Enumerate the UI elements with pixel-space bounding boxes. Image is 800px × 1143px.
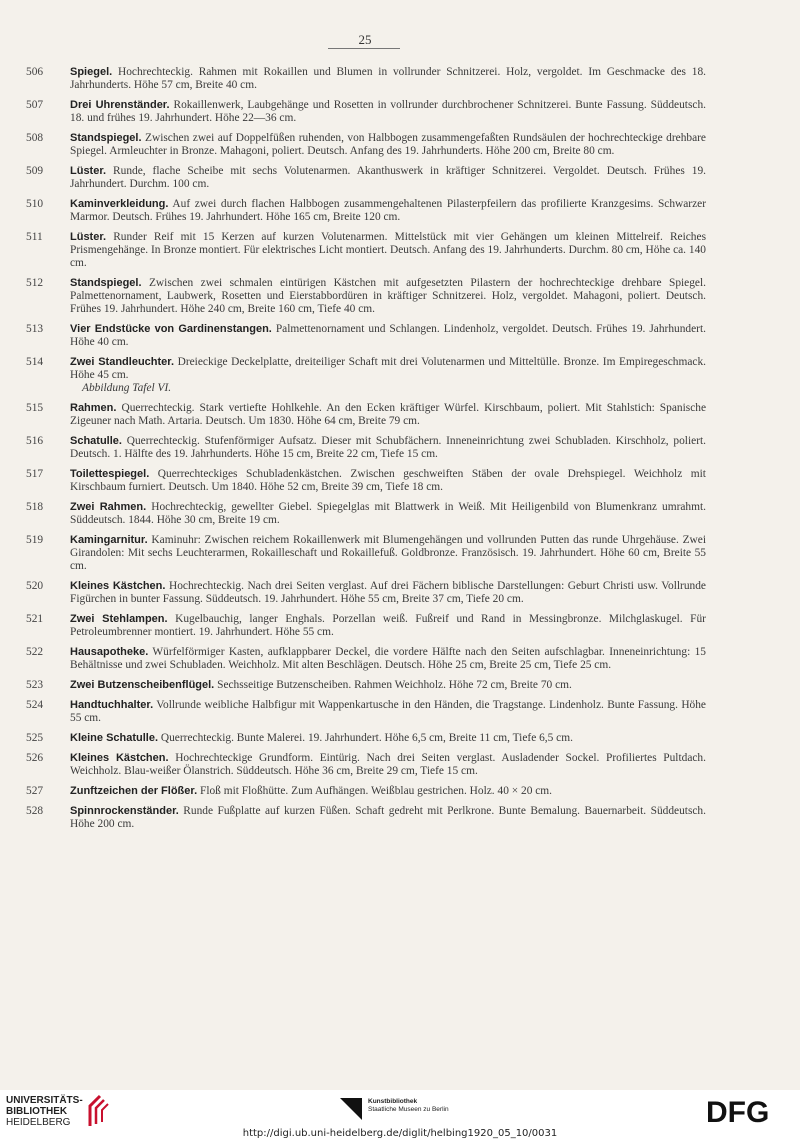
entry-description: Hochrechteckige Grundform. Eintürig. Nach drei Seiten verglast. Ausladender Sockel. Profiliertes Pultdach. Weichholz. Blau-weißer Ölanstrich. Süddeutsch. Höhe 36 cm, Breite 29 cm, Tiefe 15 cm.: [70, 752, 706, 777]
entry-description: Zwischen zwei auf Doppelfüßen ruhenden, von Halbbogen zusammengefaßten Rundsäulen der hochrechteckige drehbare Spiegel. Armleuchter in Bronze. Mahagoni, poliert. Deutsch. Anfang des 19. Jahrhunderts. Höhe 200 cm, Breite 80 cm.: [70, 132, 706, 157]
entry-description: Runde Fußplatte auf kurzen Füßen. Schaft gedreht mit Perlkrone. Bunte Bemalung. Bauernarbeit. Süddeutsch. Höhe 200 cm.: [70, 805, 706, 830]
source-url[interactable]: http://digi.ub.uni-heidelberg.de/diglit/helbing1920_05_10/0031: [242, 1128, 558, 1139]
entry-title: Rahmen.: [70, 402, 117, 414]
entry-title: Kleines Kästchen.: [70, 580, 166, 592]
entry-number: 510: [26, 198, 44, 210]
entry-number: 523: [26, 679, 44, 691]
entry-body: [70, 277, 706, 316]
entry-body: [70, 66, 706, 92]
entry-description: Querrechteckiges Schubladenkästchen. Zwischen geschweiften Stäben der ovale Drehspiegel. Weichholz mit Kirschbaum furniert. Deutsch. Um 1840. Höhe 52 cm, Breite 39 cm, Tiefe 18 cm.: [70, 468, 706, 493]
entry-body: [70, 99, 706, 125]
catalog-entry: [26, 277, 706, 316]
catalog-entry: [26, 805, 706, 831]
entry-number: 508: [26, 132, 44, 144]
ub-logo-line2: BIBLIOTHEK: [6, 1105, 68, 1117]
entry-description: Querrechteckig. Stufenförmiger Aufsatz. Dieser mit Schubfächern. Inneneinrichtung zwei Schubladen. Kirschholz, poliert. Deutsch. 1. Hälfte des 19. Jahrhunderts. Höhe 15 cm, Breite 22 cm, Tiefe 15 cm.: [70, 435, 706, 460]
entry-body: [70, 613, 706, 639]
catalog-entry: [26, 501, 706, 527]
entry-title: Kleines Kästchen.: [70, 752, 169, 764]
catalog-entry: [26, 699, 706, 725]
entry-title: Handtuchhalter.: [70, 699, 154, 711]
ub-logo-line1: UNIVERSITÄTS-: [6, 1094, 83, 1106]
entry-description: Vollrunde weibliche Halbfigur mit Wappenkartusche in den Händen, die Tragstange. Lindenholz. Bunte Fassung. Höhe 55 cm.: [70, 699, 706, 724]
dfg-logo[interactable]: [706, 1096, 790, 1126]
kunstbibliothek-emblem-icon: [340, 1098, 362, 1120]
entry-title: Vier Endstücke von Gardinenstangen.: [70, 323, 272, 335]
entry-description: Runde, flache Scheibe mit sechs Volutenarmen. Akanthuswerk in kräftiger Schnitzerei. Vergoldet. Deutsch. Frühes 19. Jahrhundert. Durchm. 100 cm.: [70, 165, 706, 190]
catalog-entry: [26, 679, 706, 692]
entry-number: 528: [26, 805, 44, 817]
entry-body: [70, 752, 706, 778]
entry-description: Rokaillenwerk, Laubgehänge und Rosetten in vollrunder durchbrochener Schnitzerei. Bunte Fassung. Süddeutsch. 18. und frühes 19. Jahrhundert. Höhe 22—36 cm.: [70, 99, 706, 124]
catalog-entry: [26, 198, 706, 224]
entry-description: Auf zwei durch flachen Halbbogen zusammengehaltenen Pilasterpfeilern das profilierte Kranzgesims. Schwarzer Marmor. Deutsch. Frühes 19. Jahrhundert. Höhe 165 cm, Breite 120 cm.: [70, 198, 707, 223]
entry-title: Spiegel.: [70, 66, 113, 78]
catalog-entry: [26, 732, 706, 745]
entry-body: [70, 468, 706, 494]
catalog-entry: [26, 580, 706, 606]
entry-title: Toilettespiegel.: [70, 468, 150, 480]
kunstbibliothek-logo[interactable]: [340, 1098, 449, 1120]
entry-title: Lüster.: [70, 165, 107, 177]
entry-number: 516: [26, 435, 44, 447]
entry-title: Drei Uhrenständer.: [70, 99, 170, 111]
entry-number: 506: [26, 66, 44, 78]
entry-description: Hochrechteckig. Rahmen mit Rokaillen und Blumen in vollrunder Schnitzerei. Holz, vergoldet. Im Geschmacke des 18. Jahrhunderts. Höhe 57 cm, Breite 40 cm.: [70, 66, 706, 91]
footer: [0, 1090, 800, 1143]
entry-number: 513: [26, 323, 44, 335]
kb-logo-line1: Kunstbibliothek: [368, 1098, 418, 1105]
entry-body: [70, 402, 706, 428]
catalog-entry: [26, 402, 706, 428]
catalog-entry: [26, 613, 706, 639]
ub-emblem-icon: [80, 1094, 114, 1128]
entry-number: 526: [26, 752, 44, 764]
entry-description: Zwischen zwei schmalen eintürigen Kästchen mit aufgesetzten Pilastern der hochrechteckige drehbare Spiegel. Palmettenornament, Laubwerk, Rosetten und Eierstabbordüren in kräftiger Schnitzerei. Holz, vergoldet. Mahagoni, poliert. Deutsch. Frühes 19. Jahrhundert. Höhe 240 cm, Breite 160 cm, Tiefe 40 cm.: [70, 277, 706, 315]
ub-logo-line3: HEIDELBERG: [6, 1116, 71, 1128]
entry-description: Sechsseitige Butzenscheiben. Rahmen Weichholz. Höhe 72 cm, Breite 70 cm.: [217, 679, 572, 691]
entry-description: Kugelbauchig, langer Enghals. Porzellan weiß. Fußreif und Rand in Messingbronze. Milchglaskugel. Für Petroleumbrenner montiert. 19. Jahrhundert. Höhe 55 cm.: [70, 613, 706, 638]
entry-body: [70, 501, 706, 527]
entry-number: 525: [26, 732, 44, 744]
catalog-entry: [26, 165, 706, 191]
catalog-entry: [26, 468, 706, 494]
kb-logo-line2: Staatliche Museen zu Berlin: [368, 1106, 449, 1113]
kunstbibliothek-text: [368, 1098, 449, 1114]
entry-body: [70, 132, 706, 158]
catalog-entry: [26, 323, 706, 349]
entry-description: Dreieckige Deckelplatte, dreiteiliger Schaft mit drei Volutenarmen und Mitteltülle. Bronze. Im Empiregeschmack. Höhe 45 cm.: [70, 356, 707, 381]
entry-body: [70, 323, 706, 349]
catalog-entry: [26, 99, 706, 125]
entry-body: [70, 805, 706, 831]
entry-body: [70, 165, 706, 191]
entry-title: Zwei Butzenscheibenflügel.: [70, 679, 215, 691]
entry-body: [70, 198, 706, 224]
entry-note: Abbildung Tafel VI.: [82, 382, 172, 394]
entry-title: Kaminverkleidung.: [70, 198, 169, 210]
entry-number: 522: [26, 646, 44, 658]
entry-description: Hochrechteckig, gewellter Giebel. Spiegelglas mit Blattwerk in Weiß. Mit Heiligenbild von Blumenkranz umrahmt. Süddeutsch. 1844. Höhe 30 cm, Breite 19 cm.: [70, 501, 706, 526]
page-number: 25: [358, 32, 372, 47]
entry-title: Spinnrockenständer.: [70, 805, 179, 817]
entry-body: [70, 679, 706, 692]
entry-number: 509: [26, 165, 44, 177]
entry-title: Zunftzeichen der Flößer.: [70, 785, 198, 797]
entry-number: 520: [26, 580, 44, 592]
entry-body: [70, 356, 706, 395]
entry-number: 512: [26, 277, 44, 289]
entry-number: 507: [26, 99, 44, 111]
entry-number: 521: [26, 613, 44, 625]
entry-body: [70, 435, 706, 461]
entry-number: 519: [26, 534, 44, 546]
entry-title: Kamingarnitur.: [70, 534, 148, 546]
entry-number: 524: [26, 699, 44, 711]
entry-description: Palmettenornament und Schlangen. Lindenholz, vergoldet. Deutsch. Frühes 19. Jahrhundert. Höhe 40 cm.: [70, 323, 706, 348]
entry-description: Hochrechteckig. Nach drei Seiten verglast. Auf drei Fächern biblische Darstellungen: Geburt Christi usw. Vollrunde Figürchen in bunter Fassung. Süddeutsch. 19. Jahrhundert. Höhe 55 cm, Breite 37 cm, Tiefe 20 cm.: [70, 580, 706, 605]
entry-title: Lüster.: [70, 231, 107, 243]
page-number-rule: [328, 48, 400, 49]
entry-title: Standspiegel.: [70, 132, 142, 144]
entry-title: Kleine Schatulle.: [70, 732, 159, 744]
entry-number: 518: [26, 501, 44, 513]
catalog-entry: [26, 356, 706, 395]
entry-body: [70, 534, 706, 573]
entry-body: [70, 785, 706, 798]
entry-body: [70, 646, 706, 672]
entry-number: 514: [26, 356, 44, 368]
entry-title: Zwei Stehlampen.: [70, 613, 168, 625]
entry-title: Schatulle.: [70, 435, 122, 447]
entry-number: 517: [26, 468, 44, 480]
entry-title: Standspiegel.: [70, 277, 142, 289]
entry-body: [70, 231, 706, 270]
entry-number: 515: [26, 402, 44, 414]
ub-logo-text: [6, 1094, 83, 1128]
entry-description: Runder Reif mit 15 Kerzen auf kurzen Volutenarmen. Mittelstück mit vier Gehängen um kleinen Mittelreif. Reiches Prismengehänge. In Bronze montiert. Für elektrisches Licht montiert. Deutsch. Anfang des 19. Jahrhunderts. Durchm. 80 cm, Höhe ca. 140 cm.: [70, 231, 706, 269]
entry-description: Kaminuhr: Zwischen reichem Rokaillenwerk mit Blumengehängen und vollrunden Putten das runde Uhrgehäuse. Zwei Girandolen: Mit sechs Leuchterarmen, Rokailleschaft und Rokaillefuß. Goldbronze. Französisch. 19. Jahrhundert. Höhe 60 cm, Breite 55 cm.: [70, 534, 706, 572]
catalog-entry: [26, 231, 706, 270]
catalog-entries: [26, 66, 706, 838]
entry-description: Floß mit Floßhütte. Zum Aufhängen. Weißblau gestrichen. Holz. 40 × 20 cm.: [199, 785, 553, 797]
ub-heidelberg-logo[interactable]: [6, 1094, 114, 1128]
catalog-entry: [26, 132, 706, 158]
catalog-entry: [26, 646, 706, 672]
entry-body: [70, 732, 706, 745]
entry-description: Querrechteckig. Stark vertiefte Hohlkehle. An den Ecken kräftiger Würfel. Kirschbaum, poliert. Mit Stahlstich: Spanische Zigeuner nach Math. Artaria. Deutsch. Um 1830. Höhe 64 cm, Breite 79 cm.: [70, 402, 706, 427]
entry-description: Querrechteckig. Bunte Malerei. 19. Jahrhundert. Höhe 6,5 cm, Breite 11 cm, Tiefe 6,5 cm.: [160, 732, 573, 744]
entry-number: 511: [26, 231, 43, 243]
entry-description: Würfelförmiger Kasten, aufklappbarer Deckel, die vordere Hälfte nach den Seiten aufschlagbar. Inneneinrichtung: 15 Behältnisse und zwei Schubladen. Weichholz. Mit alten Beschlägen. Deutsch. Höhe 25 cm, Breite 25 cm, Tiefe 25 cm.: [70, 646, 706, 671]
catalog-entry: [26, 435, 706, 461]
catalog-entry: [26, 785, 706, 798]
entry-body: [70, 580, 706, 606]
catalog-entry: [26, 752, 706, 778]
dfg-logo-text: DFG: [706, 1096, 770, 1126]
entry-number: 527: [26, 785, 44, 797]
entry-body: [70, 699, 706, 725]
entry-title: Zwei Rahmen.: [70, 501, 147, 513]
catalog-entry: [26, 534, 706, 573]
entry-title: Hausapotheke.: [70, 646, 149, 658]
entry-title: Zwei Standleuchter.: [70, 356, 175, 368]
catalog-entry: [26, 66, 706, 92]
